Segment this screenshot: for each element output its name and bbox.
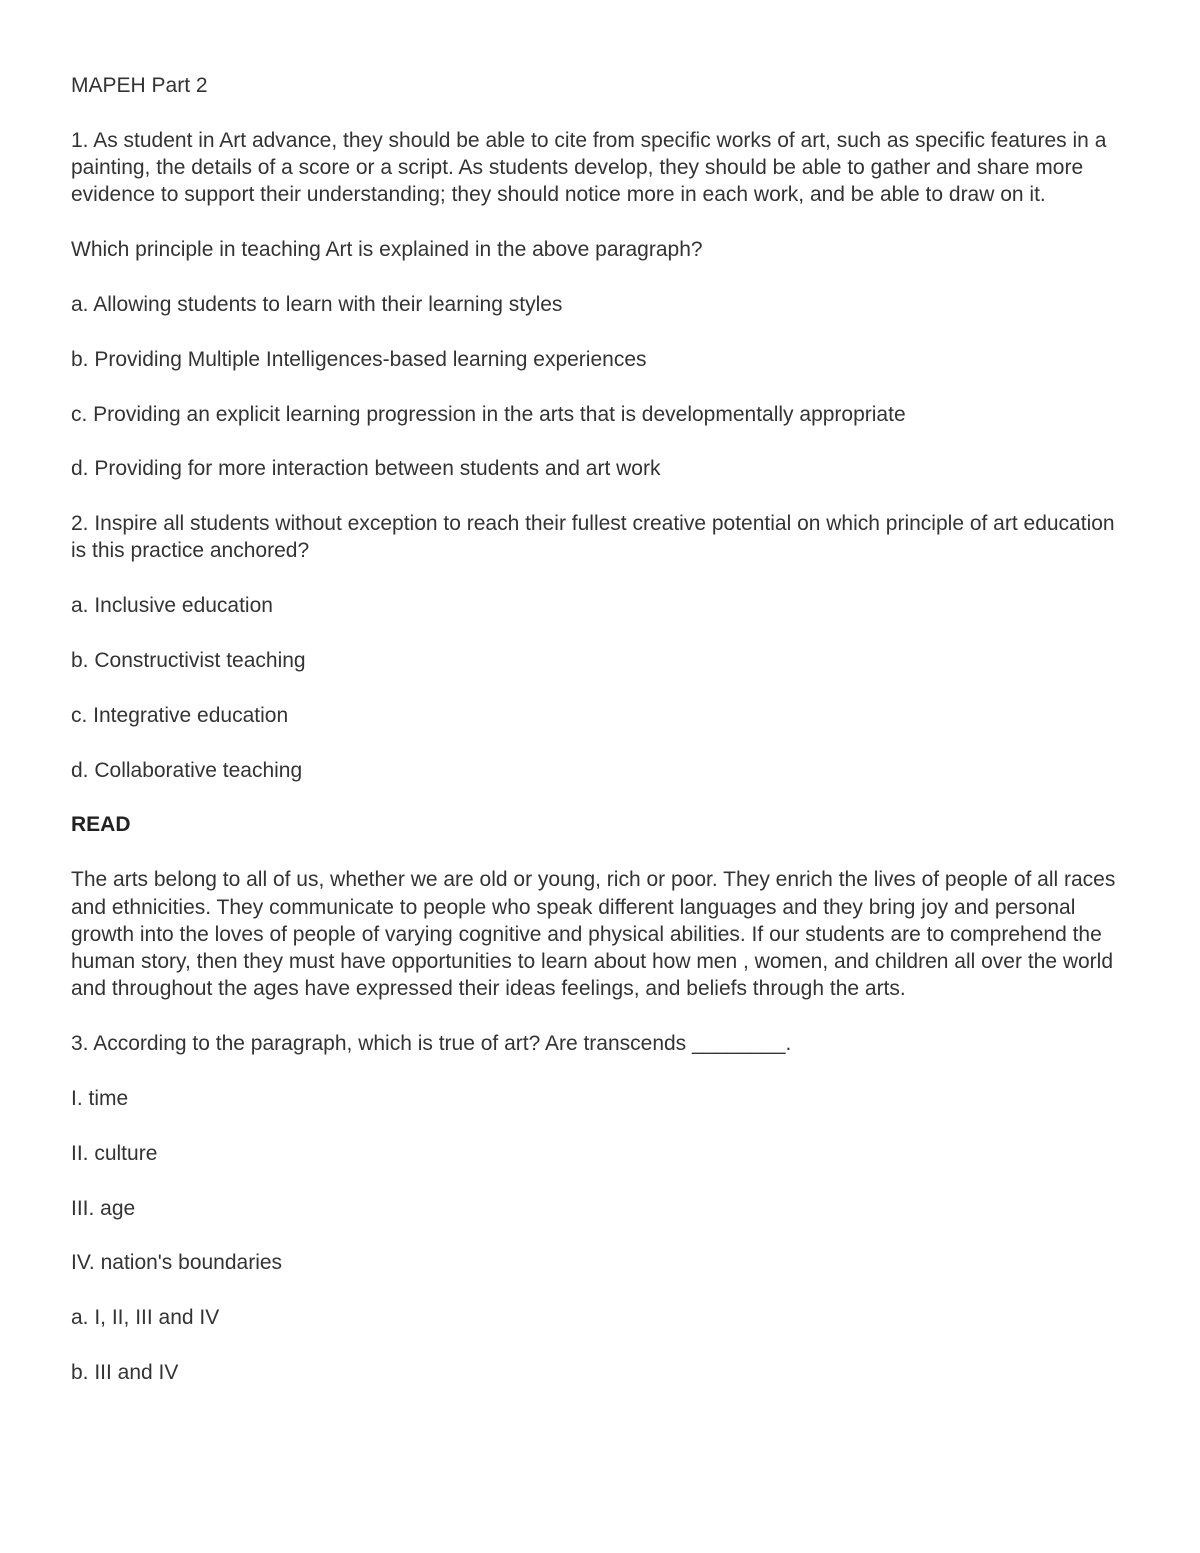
- question-2-option-d: d. Collaborative teaching: [71, 758, 303, 782]
- question-3-item-4: IV. nation's boundaries: [71, 1251, 283, 1275]
- question-3-option-a: a. I, II, III and IV: [71, 1306, 220, 1330]
- question-2-option-a: a. Inclusive education: [71, 594, 273, 618]
- question-1-option-b: b. Providing Multiple Intelligences-based learning experiences: [71, 347, 647, 371]
- question-2-prompt: 2. Inspire all students without exception to reach their fullest creative potential on which principle of art education is this practice anchored?: [71, 512, 1115, 563]
- question-3-item-3: III. age: [71, 1196, 136, 1220]
- question-1-option-d: d. Providing for more interaction between students and art work: [71, 457, 661, 481]
- question-1-option-a: a. Allowing students to learn with their learning styles: [71, 292, 563, 316]
- document-page: [71, 72, 1131, 1414]
- question-3-prompt: 3. According to the paragraph, which is true of art? Are transcends ________.: [71, 1032, 792, 1056]
- question-1-paragraph: 1. As student in Art advance, they should be able to cite from specific works of art, such as specific features in a painting, the details of a score or a script. As students develop, they should be able to gather and share more evidence to support their understanding; they should notice more in each work, and be able to draw on it.: [71, 128, 1107, 207]
- question-1-prompt: Which principle in teaching Art is explained in the above paragraph?: [71, 238, 703, 262]
- document-title: MAPEH Part 2: [71, 74, 208, 97]
- question-3-item-1: I. time: [71, 1087, 129, 1111]
- question-2-option-b: b. Constructivist teaching: [71, 649, 306, 673]
- question-3-item-2: II. culture: [71, 1141, 158, 1165]
- read-heading: READ: [71, 813, 131, 837]
- question-1-option-c: c. Providing an explicit learning progression in the arts that is developmentally appropriate: [71, 402, 906, 426]
- read-passage: The arts belong to all of us, whether we are old or young, rich or poor. They enrich the lives of people of all races and ethnicities. They communicate to people who speak different languages and they bring joy and personal growth into the loves of people of varying cognitive and physical abilities. If our students are to comprehend the human story, then they must have opportunities to learn about how men , women, and children all over the world and throughout the ages have expressed their ideas feelings, and beliefs through the arts.: [71, 868, 1116, 1001]
- question-3-option-b: b. III and IV: [71, 1361, 179, 1385]
- question-2-option-c: c. Integrative education: [71, 703, 289, 727]
